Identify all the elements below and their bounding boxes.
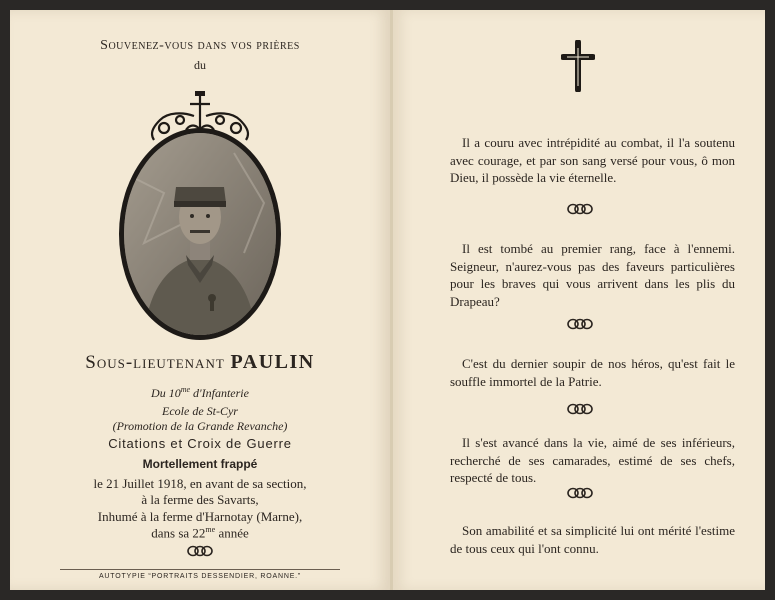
paragraph-heroes: C'est du dernier soupir de nos héros, qu'est fait le souffle immortel de la Patrie.	[450, 356, 735, 389]
soldier-portrait-photo	[124, 133, 276, 335]
memorial-card	[10, 10, 765, 590]
age-prefix: dans sa 22	[151, 525, 206, 541]
soldier-name: PAULIN	[230, 351, 315, 373]
cross-icon	[561, 40, 595, 92]
remember-heading: Souvenez-vous dans vos prières	[100, 38, 300, 53]
citations-text: Citations et Croix de Guerre	[108, 436, 292, 451]
du-text: du	[194, 58, 206, 72]
rank-text: Sous-lieutenant	[85, 352, 225, 373]
killed-text: Mortellement frappé	[142, 457, 258, 471]
knot-ornament-icon	[566, 486, 594, 500]
knot-ornament-icon	[186, 544, 214, 558]
burial-line: Inhumé à la ferme d'Harnotay (Marne),	[97, 509, 303, 524]
school-text: Ecole de St-Cyr	[162, 404, 238, 418]
age-suffix: année	[215, 525, 249, 541]
regiment-superscript: me	[180, 385, 191, 394]
knot-ornament-icon	[566, 202, 594, 216]
footer-rule	[60, 569, 340, 570]
regiment-prefix: Du 10	[151, 386, 181, 400]
paragraph-life: Il s'est avancé dans la vie, aimé de ses inférieurs, recherché de ses camarades, estimé de ses chefs, respecté de tous.	[450, 435, 735, 485]
paragraph-first-rank: Il est tombé au premier rang, face à l'ennemi. Seigneur, n'aurez-vous pas des faveurs particulières pour les braves qui vous arrivent dans les plis du Drapeau?	[450, 241, 735, 309]
age-line	[10, 525, 390, 541]
regiment-suffix: d'Infanterie	[190, 386, 249, 400]
rank-and-name	[10, 351, 390, 374]
promotion-text: (Promotion de la Grande Revanche)	[112, 419, 288, 433]
age-superscript: me	[205, 525, 216, 534]
printer-credit: AUTOTYPIE “PORTRAITS DESSENDIER, ROANNE.”	[98, 573, 302, 580]
knot-ornament-icon	[566, 402, 594, 416]
death-place-line: à la ferme des Savarts,	[141, 492, 259, 507]
paragraph-courage: Il a couru avec intrépidité au combat, il l'a soutenu avec courage, et par son sang versé pour vous, ô mon Dieu, il possède la vie éternelle.	[450, 135, 735, 185]
knot-ornament-icon	[566, 317, 594, 331]
paragraph-kindness: Son amabilité et sa simplicité lui ont mérité l'estime de tous ceux qui l'ont connu.	[450, 523, 735, 556]
death-date-line: le 21 Juillet 1918, en avant de sa section,	[93, 476, 307, 491]
regiment-text	[10, 385, 390, 401]
